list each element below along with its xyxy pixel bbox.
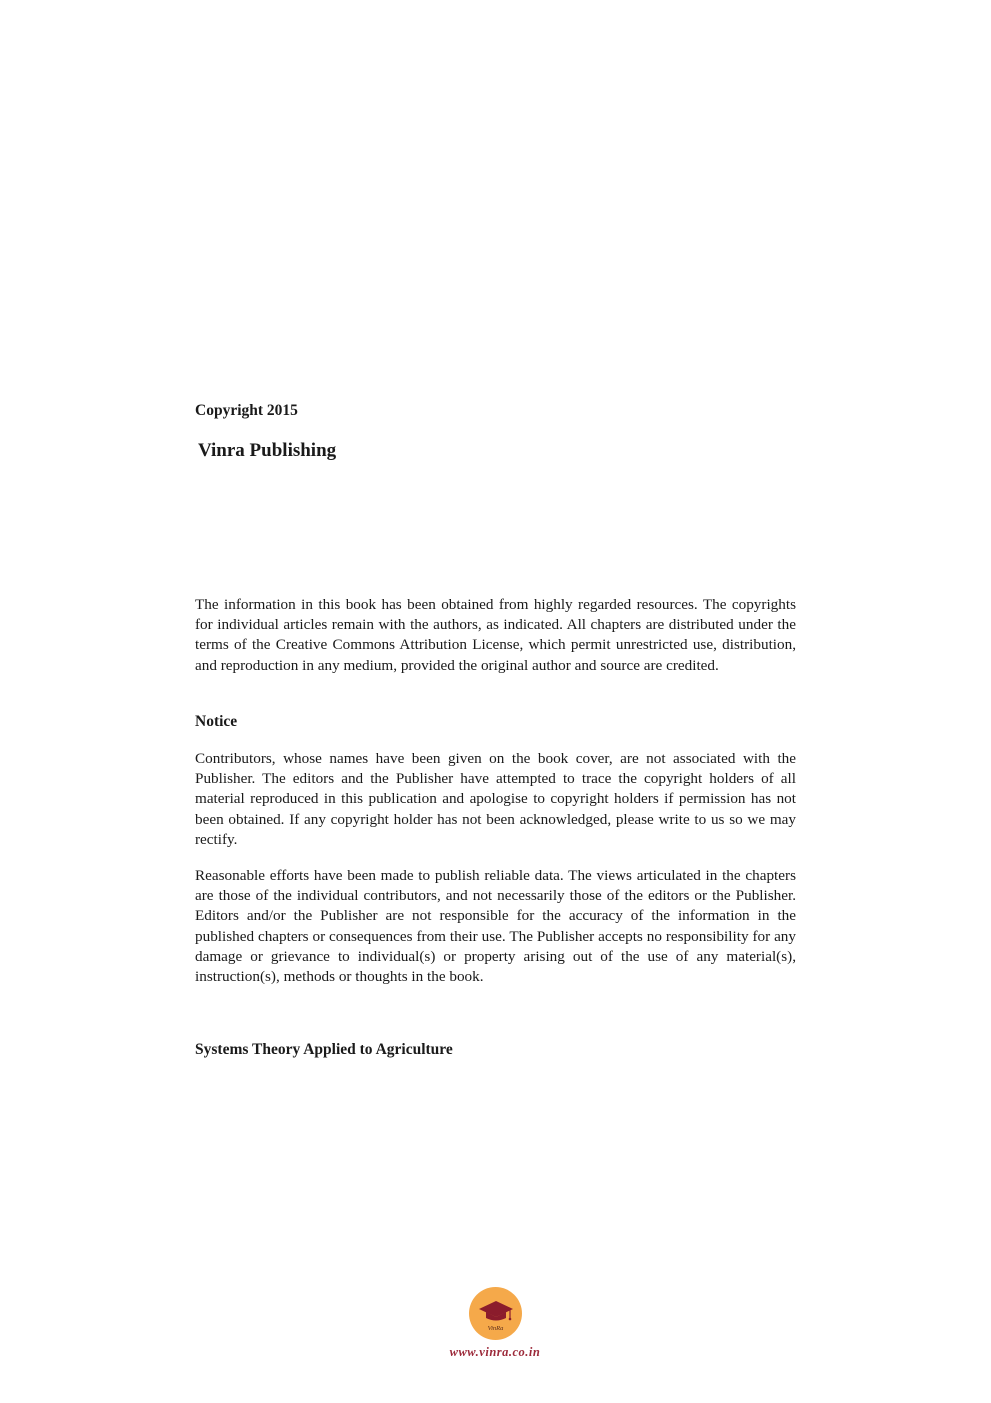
book-title: Systems Theory Applied to Agriculture <box>195 1041 453 1058</box>
info-paragraph: The information in this book has been obtained from highly regarded resources. The copyrights for individual articles remain with the authors, as indicated. All chapters are distributed under the terms of the Creative Commons Attribution License, which permit unrestricted use, distribution, and reproduction in any medium, provided the original author and source are credited. <box>195 596 796 674</box>
website-link[interactable]: www.vinra.co.in <box>449 1345 541 1359</box>
publisher-name: Vinra Publishing <box>198 440 337 461</box>
contributors-paragraph: Contributors, whose names have been given on the book cover, are not associated with the Publisher. The editors and the Publisher have attempted to trace the copyright holders of all material reproduced in this publication and apologise to copyright holders if permission has not been obtained. If any copyright holder has not been acknowledged, please write to us so we may rectify. <box>195 750 796 848</box>
copyright-line: Copyright 2015 <box>195 402 298 419</box>
logo-text: VinRa <box>487 1325 504 1332</box>
reasonable-efforts-paragraph: Reasonable efforts have been made to publish reliable data. The views articulated in the chapters are those of the individual contributors, and not necessarily those of the editors or the Publisher. Editors and/or the Publisher are not responsible for the accuracy of the information in the published chapters or consequences from their use. The Publisher accepts no responsibility for any damage or grievance to individual(s) or property arising out of the use of any material(s), instruction(s), methods or thoughts in the book. <box>195 867 796 986</box>
graduation-cap-icon <box>469 1287 522 1340</box>
notice-heading: Notice <box>195 713 238 730</box>
publisher-logo <box>469 1287 522 1340</box>
